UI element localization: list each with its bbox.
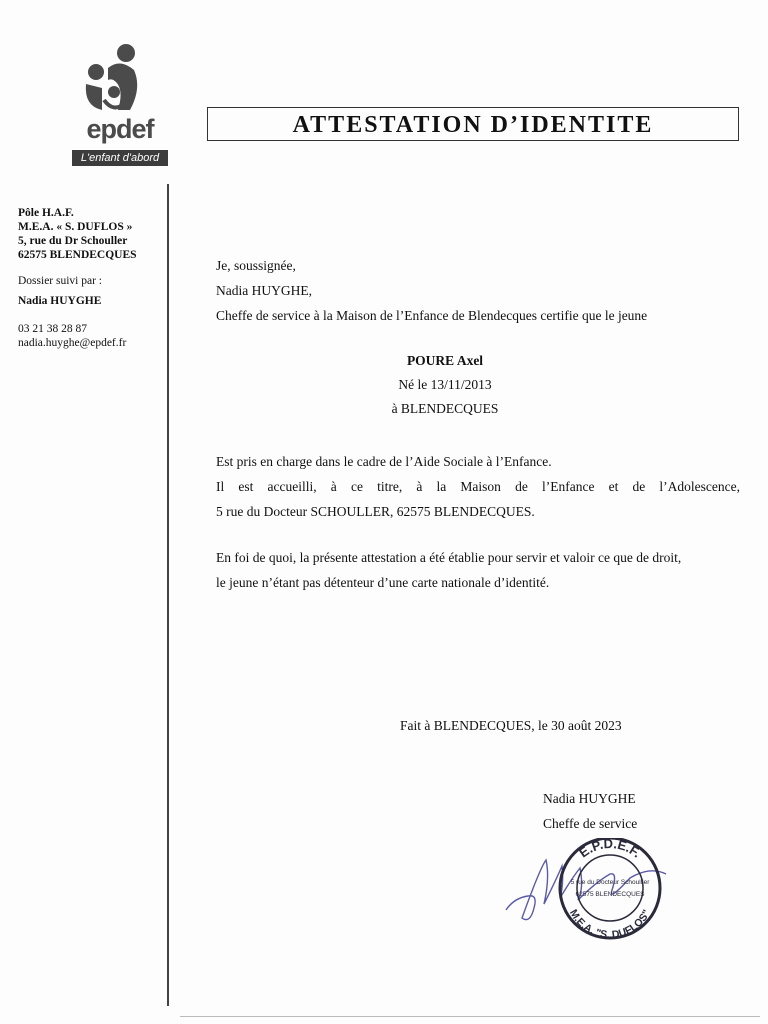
child-identity — [300, 353, 590, 425]
child-birthplace: à BLENDECQUES — [391, 401, 499, 416]
intro-paragraph — [216, 258, 647, 333]
care-paragraph — [216, 454, 740, 529]
care-line: 5 rue du Docteur SCHOULLER, 62575 BLENDECQUES. — [216, 504, 535, 519]
signature-block — [543, 791, 637, 841]
care-line: Est pris en charge dans le cadre de l’Aide Sociale à l’Enfance. — [216, 454, 552, 469]
epdef-logo — [72, 44, 168, 168]
svg-text:M.E.A. "S. DUFLOS" — [567, 908, 653, 942]
document-title: ATTESTATION D’IDENTITE — [207, 107, 739, 141]
place-and-date: Fait à BLENDECQUES, le 30 août 2023 — [400, 718, 622, 733]
intro-line: Je, soussignée, — [216, 258, 296, 273]
signatory-role: Cheffe de service — [543, 816, 638, 831]
stamp-line-2: 62575 BLENDECQUES — [575, 891, 645, 898]
conclusion-line: En foi de quoi, la présente attestation a été établie pour servir et valoir ce que de droit, — [216, 550, 682, 565]
page-bottom-rule — [180, 1016, 760, 1017]
conclusion-paragraph — [216, 550, 740, 600]
care-line: Il est accueilli, à ce titre, à la Maison de l’Enfance et de l’Adolescence, — [216, 479, 740, 494]
family-icon — [72, 44, 168, 116]
stamp-bottom-text: M.E.A. "S. DUFLOS" — [567, 907, 653, 942]
signatory-name: Nadia HUYGHE — [543, 791, 636, 806]
svg-text:E.P.D.E.F. — [576, 838, 644, 860]
logo-wordmark: epdef — [86, 114, 154, 144]
sender-address: 5, rue du Dr Schouller — [18, 235, 128, 247]
pole-name: Pôle H.A.F. — [18, 207, 74, 219]
followed-label: Dossier suivi par : — [18, 275, 103, 287]
child-name: POURE Axel — [406, 353, 484, 368]
mea-name: M.E.A. « S. DUFLOS » — [18, 221, 133, 233]
logo-tagline: L'enfant d'abord — [72, 150, 168, 166]
sender-city: 62575 BLENDECQUES — [18, 249, 137, 261]
official-stamp — [500, 838, 680, 948]
intro-line: Cheffe de service à la Maison de l’Enfance de Blendecques certifie que le jeune — [216, 308, 648, 323]
followed-name: Nadia HUYGHE — [18, 295, 102, 307]
sender-sidebar — [18, 206, 163, 350]
intro-line: Nadia HUYGHE, — [216, 283, 312, 298]
stamp-top-text: E.P.D.E.F. — [576, 838, 645, 861]
sidebar-divider — [167, 184, 169, 1006]
sender-email: nadia.huyghe@epdef.fr — [18, 337, 127, 349]
stamp-line-1: 5 rue du Docteur Schoulller — [570, 879, 650, 886]
sender-phone: 03 21 38 28 87 — [18, 323, 87, 335]
conclusion-line: le jeune n’étant pas détenteur d’une carte nationale d’identité. — [216, 575, 550, 590]
child-birthdate: Né le 13/11/2013 — [398, 377, 492, 392]
